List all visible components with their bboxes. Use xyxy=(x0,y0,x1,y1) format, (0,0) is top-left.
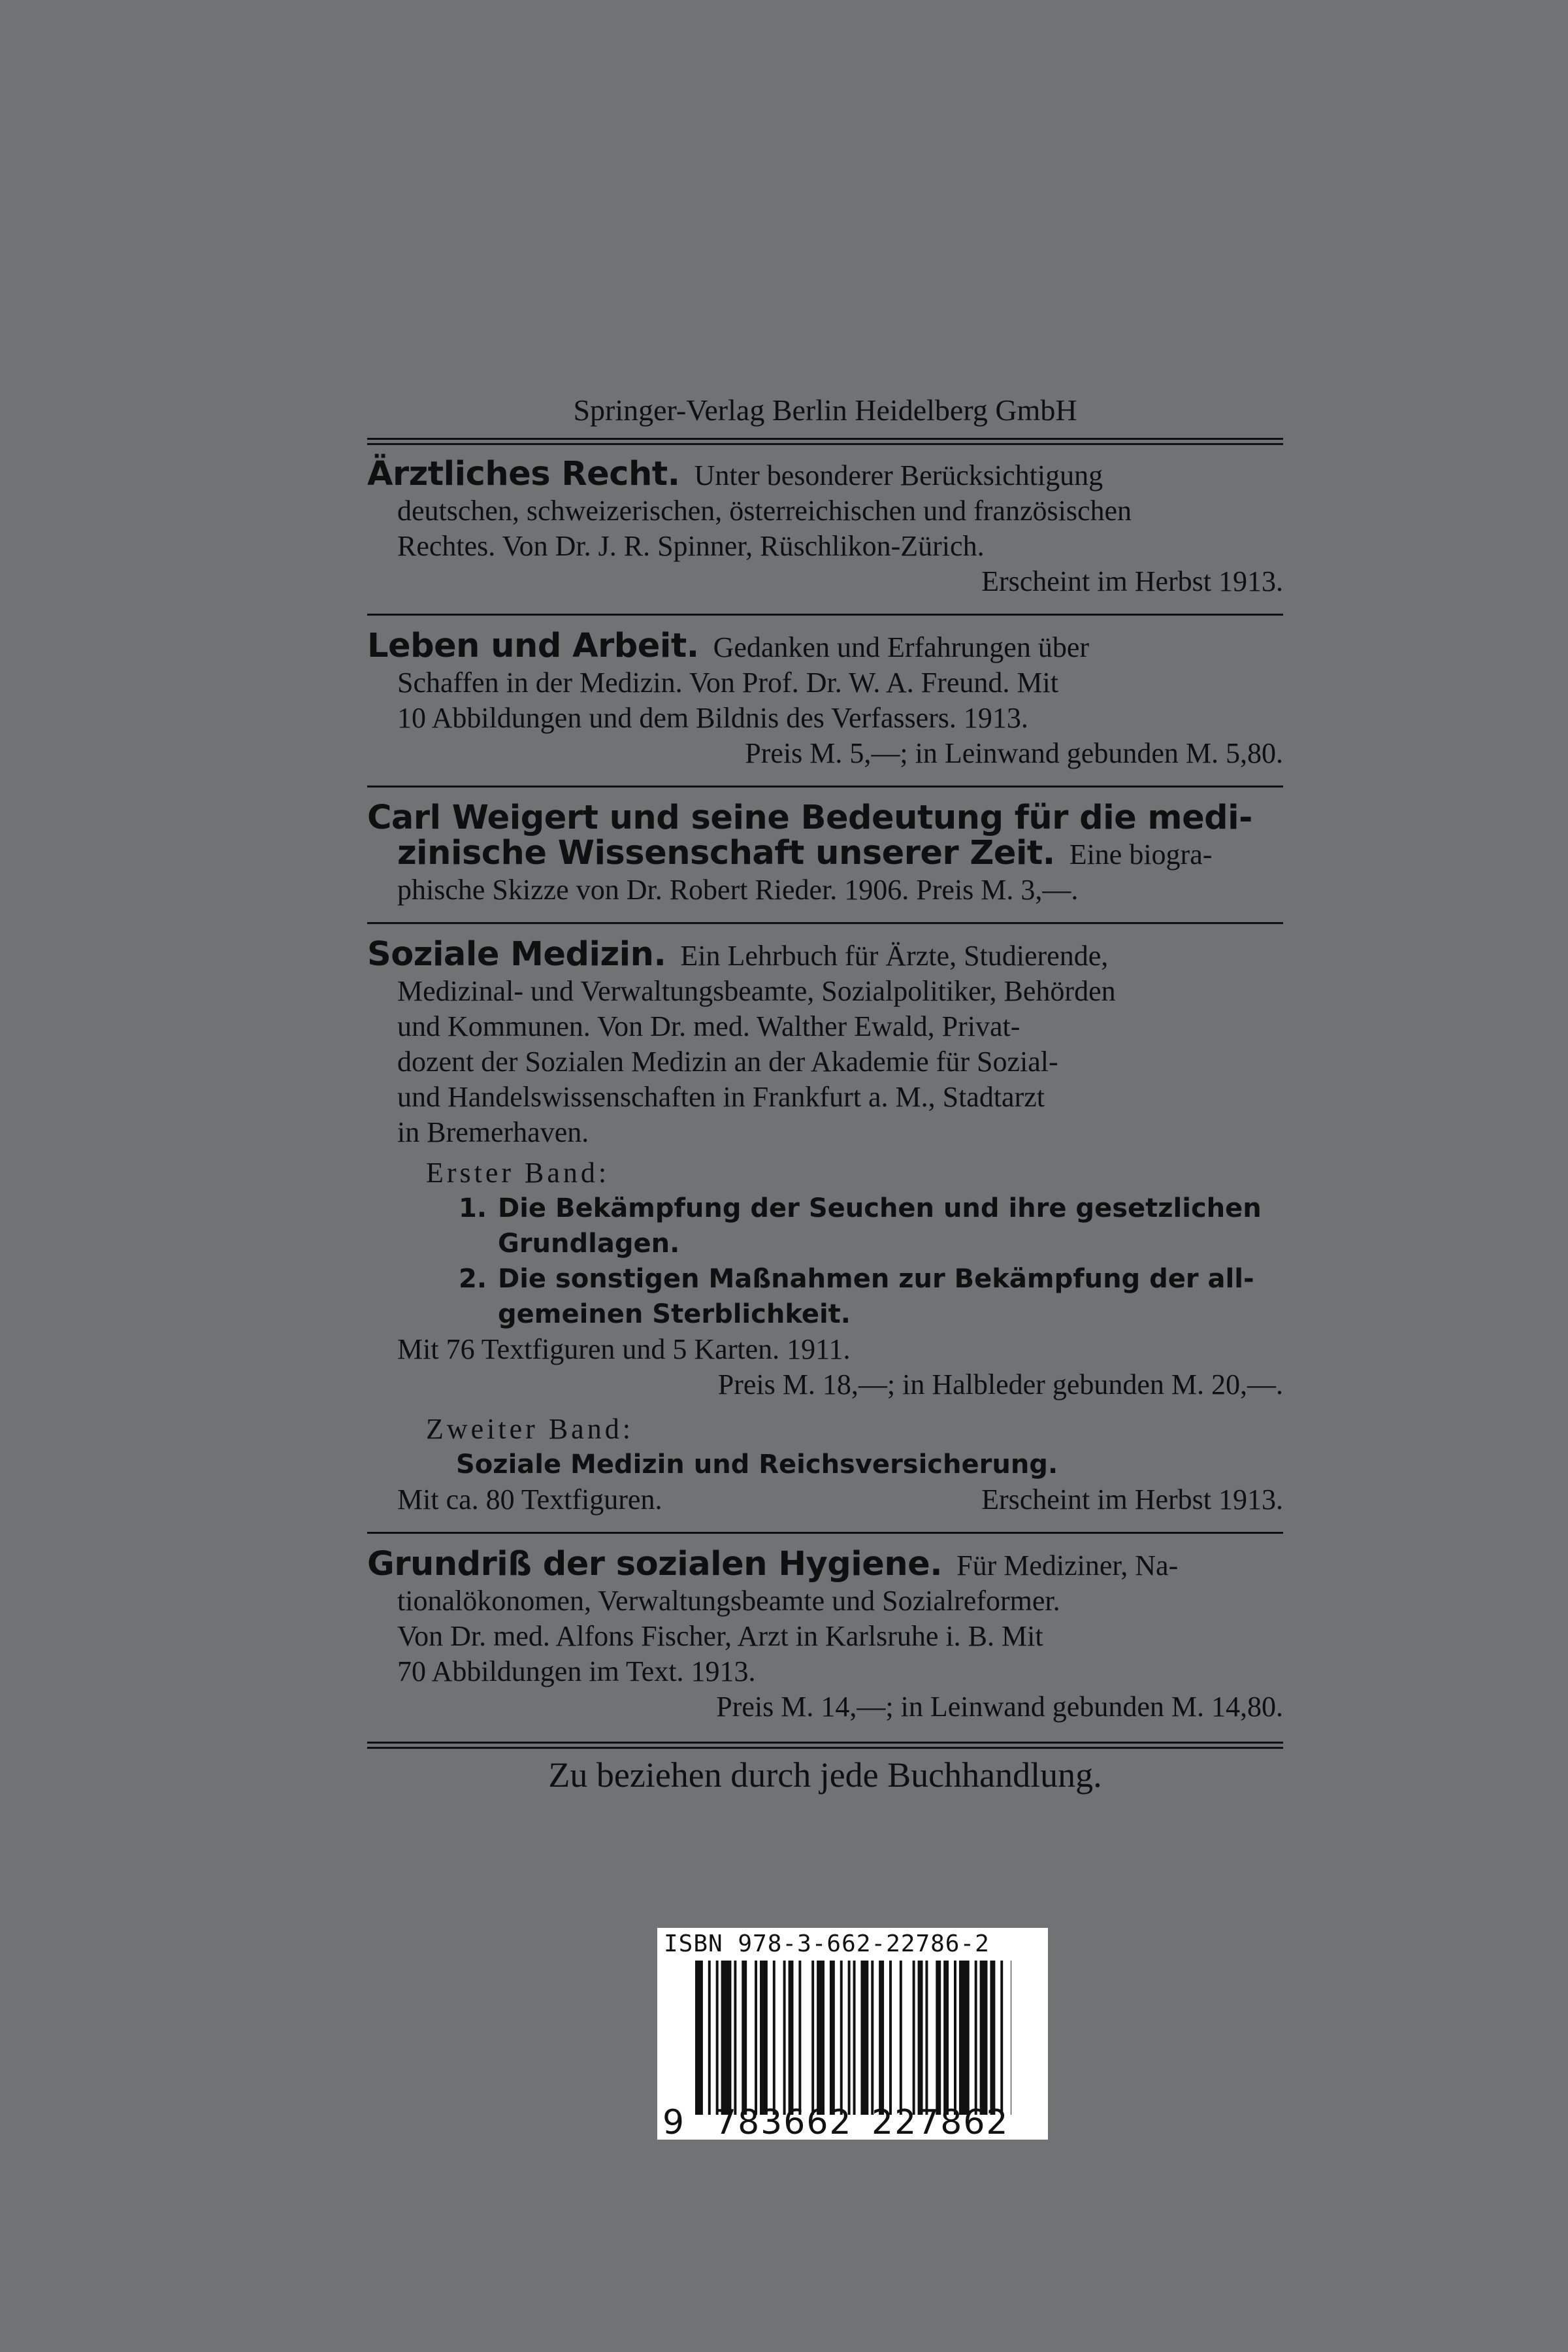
barcode-bar xyxy=(918,1961,923,2115)
book-price: Preis M. 18,—; in Halbleder gebunden M. 20,—. xyxy=(717,1368,1283,1400)
double-rule-top xyxy=(367,438,1283,445)
book-description: in Bremerhaven. xyxy=(397,1116,589,1148)
volume-item xyxy=(367,1191,1283,1226)
item-number: 2. xyxy=(459,1264,487,1294)
book-title: zinische Wissenschaft unserer Zeit. xyxy=(397,834,1055,872)
book-entry-carl-weigert xyxy=(367,801,1283,908)
barcode-bar xyxy=(959,1961,970,2115)
barcode-bar xyxy=(853,1961,856,2115)
book-entry-aerztliches-recht xyxy=(367,457,1283,599)
item-title: Die sonstigen Maßnahmen zur Bekämpfung der all- xyxy=(498,1264,1254,1294)
book-description: Rechtes. Von Dr. J. R. Spinner, Rüschlikon-Zürich. xyxy=(397,530,985,562)
barcode-bars xyxy=(695,1961,1011,2115)
book-title: Grundriß der sozialen Hygiene. xyxy=(367,1545,943,1583)
book-description: Unter besonderer Berücksichtigung xyxy=(694,459,1103,491)
barcode-bar xyxy=(900,1961,902,2115)
item-title-continued: Grundlagen. xyxy=(498,1229,680,1259)
barcode-bar xyxy=(925,1961,928,2115)
book-title: Soziale Medizin. xyxy=(367,935,666,974)
volume-item xyxy=(367,1261,1283,1297)
book-description: phische Skizze von Dr. Robert Rieder. 1906. Preis M. 3,—. xyxy=(397,874,1079,906)
volume-info-row xyxy=(367,1482,1283,1517)
book-entry-grundriss-hygiene xyxy=(367,1547,1283,1725)
barcode-bar xyxy=(1000,1961,1003,2115)
barcode-bar xyxy=(789,1961,794,2115)
volume-info: Mit ca. 80 Textfiguren. xyxy=(397,1483,662,1516)
barcode-bar xyxy=(695,1961,703,2115)
book-title: Carl Weigert und seine Bedeutung für die medi- xyxy=(367,799,1252,837)
publisher-name: Springer-Verlag Berlin Heidelberg GmbH xyxy=(573,393,1077,427)
volume-label: Erster Band: xyxy=(426,1157,610,1189)
divider xyxy=(367,1532,1283,1534)
book-description: tionalökonomen, Verwaltungsbeamte und Sozialreformer. xyxy=(397,1585,1060,1617)
barcode-bar xyxy=(773,1961,776,2115)
volume-info: Mit 76 Textfiguren und 5 Karten. 1911. xyxy=(397,1333,851,1365)
book-availability: Erscheint im Herbst 1913. xyxy=(981,1483,1283,1516)
divider xyxy=(367,922,1283,924)
barcode-bar xyxy=(943,1961,949,2115)
book-description: Von Dr. med. Alfons Fischer, Arzt in Karlsruhe i. B. Mit xyxy=(397,1620,1043,1652)
barcode-bar xyxy=(840,1961,843,2115)
barcode-bar xyxy=(954,1961,956,2115)
footer-note: Zu beziehen durch jede Buchhandlung. xyxy=(548,1755,1102,1795)
book-description: Schaffen in der Medizin. Von Prof. Dr. W. A. Freund. Mit xyxy=(397,667,1058,699)
book-price: Preis M. 5,—; in Leinwand gebunden M. 5,80. xyxy=(745,737,1283,769)
book-description: 10 Abbildungen und dem Bildnis des Verfassers. 1913. xyxy=(397,702,1028,734)
barcode-bar xyxy=(742,1961,747,2115)
book-availability: Erscheint im Herbst 1913. xyxy=(981,565,1283,597)
barcode-bar xyxy=(798,1961,801,2115)
book-title: Ärztliches Recht. xyxy=(367,455,680,493)
book-description: 70 Abbildungen im Text. 1913. xyxy=(397,1655,756,1687)
barcode-bar xyxy=(721,1961,732,2115)
barcode-bar xyxy=(811,1961,814,2115)
volume-label: Zweiter Band: xyxy=(426,1413,634,1445)
book-description: Ein Lehrbuch für Ärzte, Studierende, xyxy=(680,940,1109,972)
book-description: Gedanken und Erfahrungen über xyxy=(713,631,1090,663)
barcode-bar xyxy=(734,1961,736,2115)
book-description: und Handelswissenschaften in Frankfurt a. M., Stadtarzt xyxy=(397,1081,1045,1113)
isbn-digits-left: 783662 xyxy=(715,2103,853,2142)
isbn-digits-right: 227862 xyxy=(872,2103,1009,2142)
item-title-continued: gemeinen Sterblichkeit. xyxy=(498,1299,851,1329)
barcode-bar xyxy=(913,1961,915,2115)
barcode-bar xyxy=(975,1961,977,2115)
item-title: Soziale Medizin und Reichsversicherung. xyxy=(456,1449,1058,1480)
barcode-bar xyxy=(848,1961,851,2115)
book-description: Für Mediziner, Na- xyxy=(956,1549,1179,1582)
barcode-bar xyxy=(871,1961,874,2115)
isbn-barcode-label xyxy=(657,1928,1048,2140)
book-entry-soziale-medizin xyxy=(367,937,1283,1517)
barcode-bar xyxy=(760,1961,768,2115)
double-rule-bottom xyxy=(367,1742,1283,1749)
barcode-bar xyxy=(936,1961,941,2115)
barcode-bar xyxy=(783,1961,786,2115)
book-entry-leben-und-arbeit xyxy=(367,629,1283,771)
barcode-bar xyxy=(708,1961,711,2115)
book-title: Leben und Arbeit. xyxy=(367,627,699,665)
book-description: Medizinal- und Verwaltungsbeamte, Sozialpolitiker, Behörden xyxy=(397,975,1116,1007)
divider xyxy=(367,614,1283,616)
divider xyxy=(367,786,1283,787)
book-description: deutschen, schweizerischen, österreichischen und französischen xyxy=(397,495,1132,527)
barcode-bar xyxy=(889,1961,892,2115)
isbn-digit-first: 9 xyxy=(662,2103,685,2142)
barcode-bar xyxy=(716,1961,719,2115)
isbn-number: ISBN 978-3-662-22786-2 xyxy=(664,1930,990,1957)
book-price: Preis M. 14,—; in Leinwand gebunden M. 14,80. xyxy=(716,1691,1283,1723)
barcode-bar xyxy=(817,1961,825,2115)
barcode-bar xyxy=(860,1961,868,2115)
book-description: dozent der Sozialen Medizin an der Akademie für Sozial- xyxy=(397,1046,1058,1078)
item-title: Die Bekämpfung der Seuchen und ihre gesetzlichen xyxy=(498,1193,1262,1223)
item-number: 1. xyxy=(459,1193,487,1223)
barcode-bar xyxy=(990,1961,995,2115)
barcode-bar xyxy=(755,1961,757,2115)
book-description: Eine biogra- xyxy=(1069,838,1213,870)
book-description: und Kommunen. Von Dr. med. Walther Ewald, Privat- xyxy=(397,1010,1021,1042)
barcode-bar xyxy=(980,1961,988,2115)
barcode-bar xyxy=(879,1961,884,2115)
barcode-bar xyxy=(830,1961,835,2115)
book-back-cover xyxy=(367,392,1283,1831)
